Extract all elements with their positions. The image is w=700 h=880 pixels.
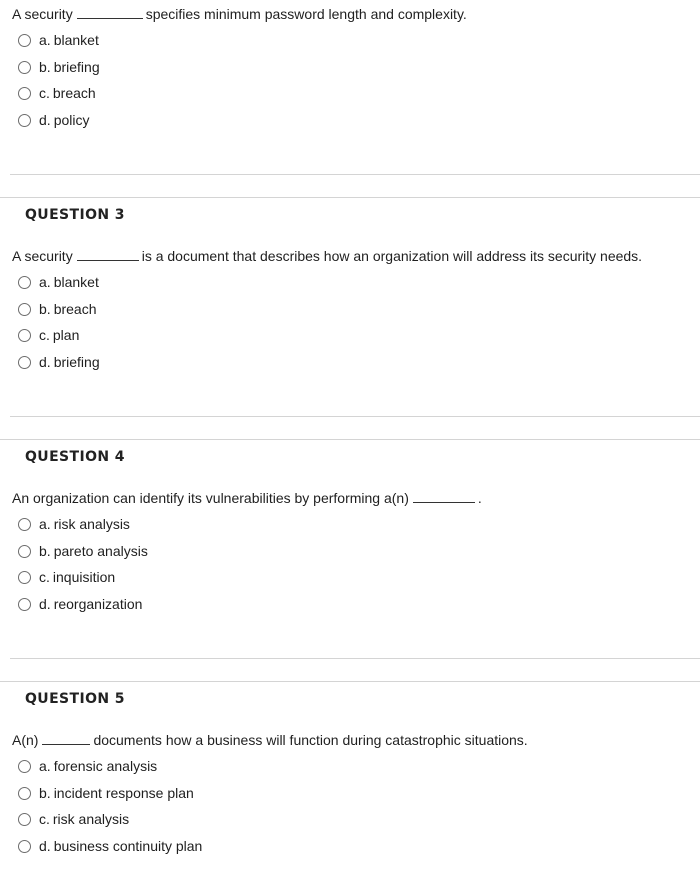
- stem-before: An organization can identify its vulnerabilities by performing a(n): [12, 490, 409, 506]
- divider: [0, 197, 700, 198]
- question-stem: [12, 732, 528, 748]
- stem-after: is a document that describes how an organization will address its security needs.: [141, 248, 643, 264]
- divider: [10, 416, 700, 417]
- answer-blank: [413, 490, 475, 503]
- stem-before: A security: [12, 248, 73, 264]
- radio-button[interactable]: [18, 303, 31, 316]
- radio-button[interactable]: [18, 329, 31, 342]
- stem-before: A(n): [12, 732, 39, 748]
- radio-button[interactable]: [18, 787, 31, 800]
- question-title: QUESTION 4: [25, 449, 125, 465]
- answer-blank: [77, 6, 143, 19]
- divider: [0, 681, 700, 682]
- option-a[interactable]: a. forensic analysis: [18, 756, 157, 776]
- divider: [10, 174, 700, 175]
- radio-button[interactable]: [18, 34, 31, 47]
- option-c[interactable]: c. plan: [18, 325, 79, 345]
- divider: [0, 439, 700, 440]
- stem-after: documents how a business will function during catastrophic situations.: [93, 732, 528, 748]
- radio-button[interactable]: [18, 114, 31, 127]
- option-a[interactable]: a. blanket: [18, 272, 99, 292]
- radio-button[interactable]: [18, 760, 31, 773]
- question-stem: [12, 248, 642, 264]
- option-b[interactable]: b. pareto analysis: [18, 541, 148, 561]
- option-d[interactable]: d. policy: [18, 110, 89, 130]
- question-stem: [12, 490, 482, 506]
- radio-button[interactable]: [18, 276, 31, 289]
- stem-after: .: [477, 490, 482, 506]
- radio-button[interactable]: [18, 61, 31, 74]
- option-c[interactable]: c. risk analysis: [18, 809, 129, 829]
- option-c[interactable]: c. breach: [18, 83, 96, 103]
- answer-blank: [77, 248, 139, 261]
- radio-button[interactable]: [18, 840, 31, 853]
- answer-blank: [42, 732, 90, 745]
- radio-button[interactable]: [18, 518, 31, 531]
- divider: [10, 658, 700, 659]
- option-a[interactable]: a. risk analysis: [18, 514, 130, 534]
- radio-button[interactable]: [18, 813, 31, 826]
- question-title: QUESTION 5: [25, 691, 125, 707]
- option-a[interactable]: a. blanket: [18, 30, 99, 50]
- option-d[interactable]: d. briefing: [18, 352, 100, 372]
- radio-button[interactable]: [18, 87, 31, 100]
- option-b[interactable]: b. briefing: [18, 57, 100, 77]
- stem-before: A security: [12, 6, 73, 22]
- option-b[interactable]: b. breach: [18, 299, 97, 319]
- radio-button[interactable]: [18, 571, 31, 584]
- option-d[interactable]: d. business continuity plan: [18, 836, 202, 856]
- question-title: QUESTION 3: [25, 207, 125, 223]
- option-d[interactable]: d. reorganization: [18, 594, 142, 614]
- radio-button[interactable]: [18, 545, 31, 558]
- radio-button[interactable]: [18, 356, 31, 369]
- question-stem: [12, 6, 467, 22]
- stem-after: specifies minimum password length and complexity.: [145, 6, 467, 22]
- radio-button[interactable]: [18, 598, 31, 611]
- option-c[interactable]: c. inquisition: [18, 567, 115, 587]
- option-b[interactable]: b. incident response plan: [18, 783, 194, 803]
